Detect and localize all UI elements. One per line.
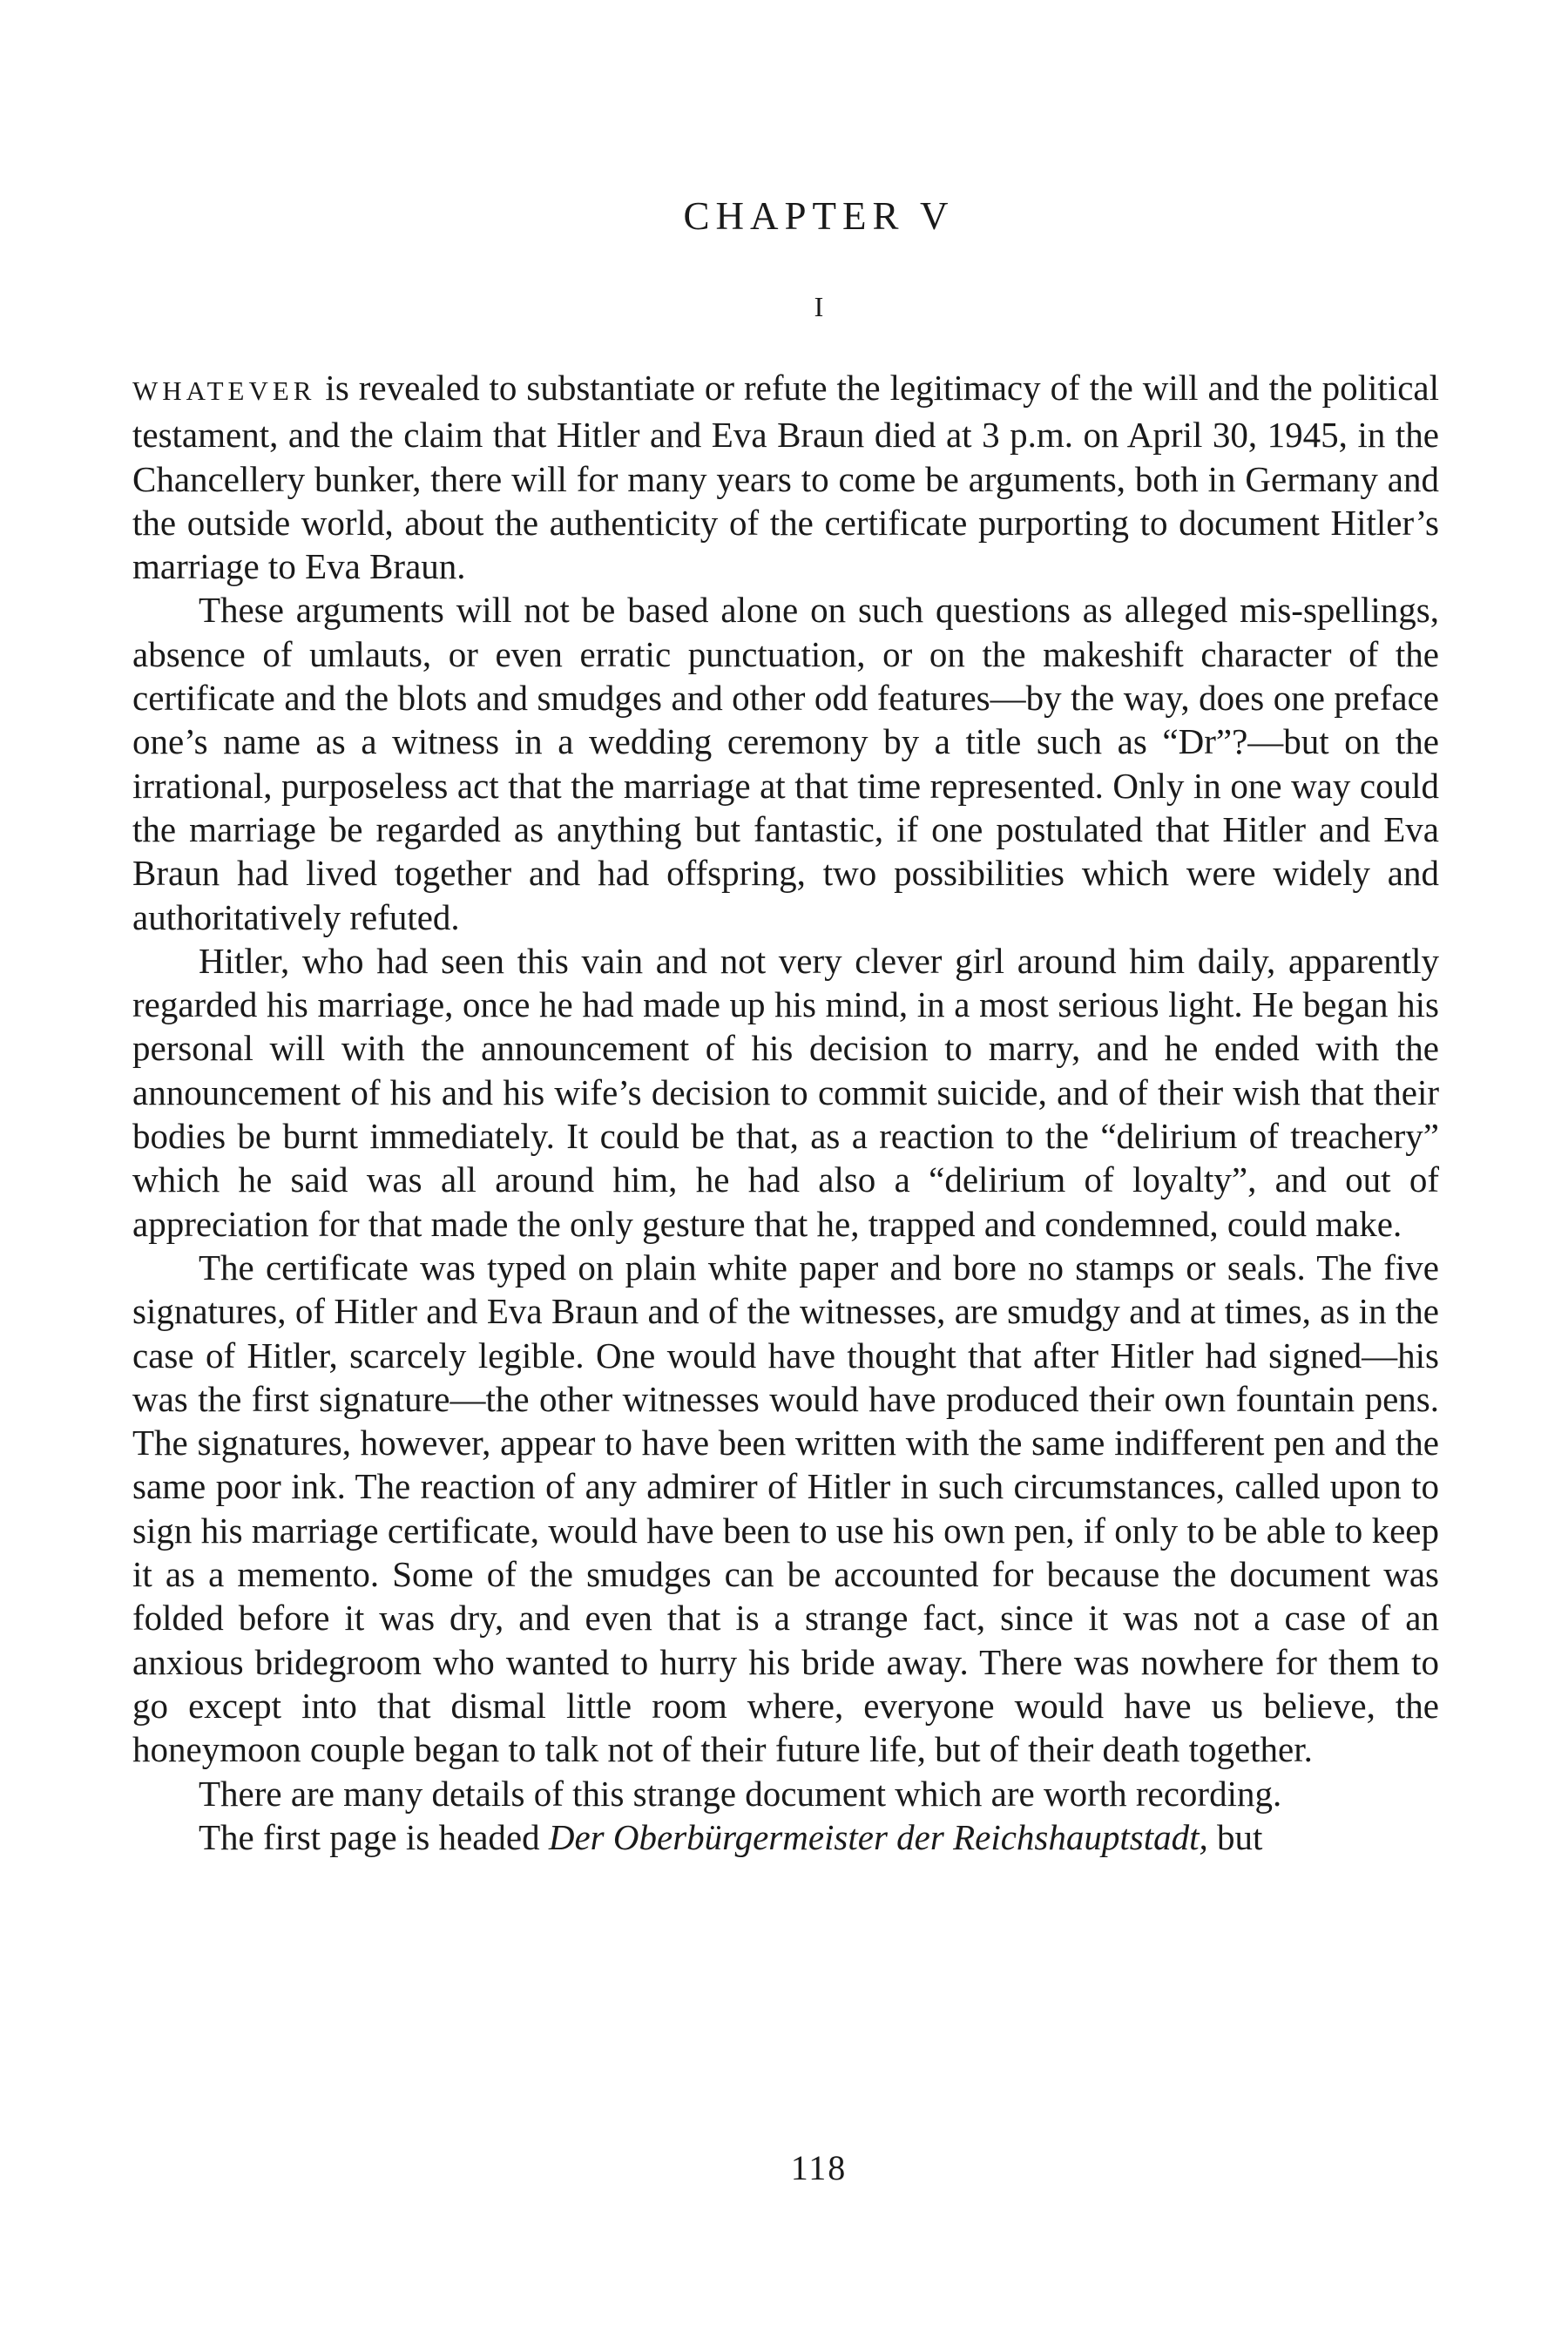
chapter-heading: CHAPTER V bbox=[683, 194, 955, 238]
page-number: 118 bbox=[790, 2148, 848, 2187]
paragraph-1 bbox=[132, 366, 1439, 588]
paragraph-5: There are many details of this strange document which are worth recording. bbox=[199, 1773, 1282, 1814]
paragraph-4: The certificate was typed on plain white paper and bore no stamps or seals. The five signatures, of Hitler and Eva Braun and of the witnesses, are smudgy and at times, as in the case of Hitler, scarcely legible. One would have thought that after Hitler had signed—his was the first signature—the other witnesses would have produced their own fountain pens. The signatures, however, appear to have been written with the same indifferent pen and the same poor ink. The reaction of any admirer of Hitler in such circumstances, called upon to sign his marriage certificate, would have been to use his own pen, if only to be able to keep it as a memento. Some of the smudges can be accounted for because the document was folded before it was dry, and even that is a strange fact, since it was not a case of an anxious bridegroom who wanted to hurry his bride away. There was nowhere for them to go except into that dismal little room where, everyone would have us believe, the honeymoon couple began to talk not of their future life, but of their death together. bbox=[132, 1247, 1439, 1770]
paragraph-6-text-before: The first page is headed bbox=[199, 1816, 549, 1857]
paragraph-2: These arguments will not be based alone on such questions as alleged mis-spellings, absence of umlauts, or even erratic punctuation, or on the makeshift character of the certificate and the blots and smudges and other odd features—by the way, does one preface one’s name as a witness in a wedding ceremony by a title such as “Dr”?—but on the irrational, purposeless act that the marriage at that time represented. Only in one way could the marriage be regarded as anything but fantastic, if one postulated that Hitler and Eva Braun had lived together and had offspring, two possibilities which were widely and authoritatively refuted. bbox=[132, 590, 1439, 937]
section-number: I bbox=[814, 291, 824, 322]
paragraph-6-italic-title: Der Oberbürgermeister der Reichshauptstadt, bbox=[548, 1816, 1208, 1857]
paragraph-1-text: is revealed to substantiate or refute the legitimacy of the will and the political testament, and the claim that Hitler and Eva Braun died at 3 p.m. on April 30, 1945, in the Chancellery bunker, there will for many years to come be arguments, both in Germany and the outside world, about the authenticity of the certificate purporting to document Hitler’s marriage to Eva Braun. bbox=[132, 368, 1439, 587]
paragraph-6-text-after: but bbox=[1207, 1816, 1263, 1857]
paragraph-6 bbox=[132, 1815, 1439, 1859]
body-text bbox=[132, 366, 1439, 1859]
paragraph-3: Hitler, who had seen this vain and not very clever girl around him daily, apparently regarded his marriage, once he had made up his mind, in a most serious light. He began his personal will with the announcement of his decision to marry, and he ended with the announcement of his and his wife’s decision to commit suicide, and of their wish that their bodies be burnt immediately. It could be that, as a reaction to the “delirium of treachery” which he said was all around him, he had also a “delirium of loyalty”, and out of appreciation for that made the only gesture that he, trapped and condemned, could make. bbox=[132, 940, 1439, 1244]
paragraph-lead-smallcaps: WHATEVER bbox=[132, 375, 316, 406]
